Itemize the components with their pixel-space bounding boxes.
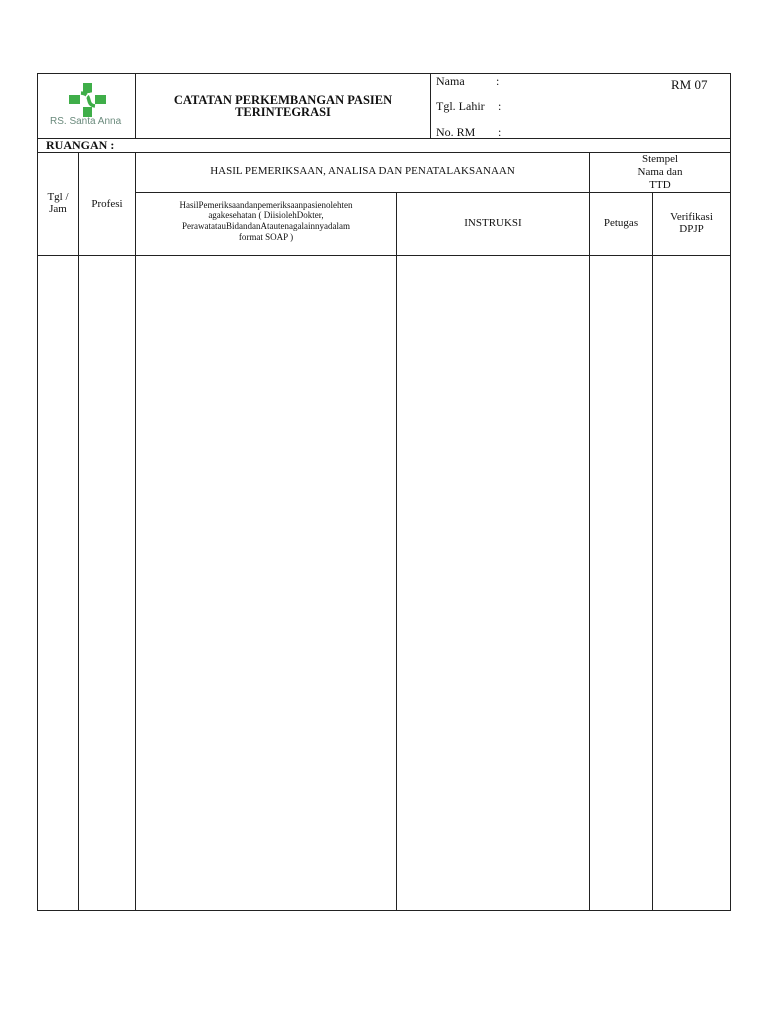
hospital-name: RS. Santa Anna (50, 116, 122, 127)
ruangan-label: RUANGAN : (46, 138, 115, 152)
col-header-hasil-line3: PerawatatauBidandanAtautenagalainnyadalam (182, 221, 350, 231)
hospital-logo (38, 74, 135, 138)
tgl-lahir-separator: : (498, 99, 502, 113)
nama-label: Nama (436, 74, 465, 88)
col-header-profesi: Profesi (91, 198, 123, 210)
col-header-hasil-line1: HasilPemeriksaandanpemeriksaanpasienolehten (179, 200, 353, 210)
hospital-cross-logo-icon (67, 83, 107, 117)
group-header-rule (136, 192, 730, 193)
nama-separator: : (496, 74, 500, 88)
col-header-instruksi: INSTRUKSI (464, 217, 522, 229)
cell-tgl-jam-entry[interactable] (38, 256, 78, 910)
header-bottom-rule (38, 138, 730, 139)
cell-instruksi-entry[interactable] (397, 256, 589, 910)
tgl-lahir-label: Tgl. Lahir (436, 99, 485, 113)
no-rm-separator: : (498, 125, 502, 139)
cell-petugas-entry[interactable] (590, 256, 652, 910)
stempel-line3: TTD (649, 179, 671, 191)
group-header-hasil: HASIL PEMERIKSAAN, ANALISA DAN PENATALAKSANAAN (210, 165, 515, 177)
col-header-verifikasi-line1: Verifikasi (670, 211, 713, 223)
form-title-line2: TERINTEGRASI (235, 105, 331, 119)
col-header-tgl-jam: Tgl / Jam (47, 191, 69, 215)
cell-hasil-entry[interactable] (136, 256, 396, 910)
cell-profesi-entry[interactable] (79, 256, 135, 910)
col-header-verifikasi-line2: DPJP (679, 223, 704, 235)
cell-verifikasi-entry[interactable] (653, 256, 730, 910)
title-divider (430, 74, 431, 138)
form-title-line1: CATATAN PERKEMBANGAN PASIEN (173, 93, 393, 107)
progress-notes-form (37, 73, 731, 911)
col-header-hasil-line2: agakesehatan ( DiisiolehDokter, (208, 210, 324, 220)
col-header-petugas: Petugas (603, 217, 639, 229)
form-code: RM 07 (671, 77, 708, 92)
col-header-hasil-line4: format SOAP ) (238, 232, 294, 242)
no-rm-label: No. RM (436, 125, 476, 139)
stempel-line2: Nama dan (637, 166, 683, 178)
stempel-line1: Stempel (641, 153, 679, 165)
